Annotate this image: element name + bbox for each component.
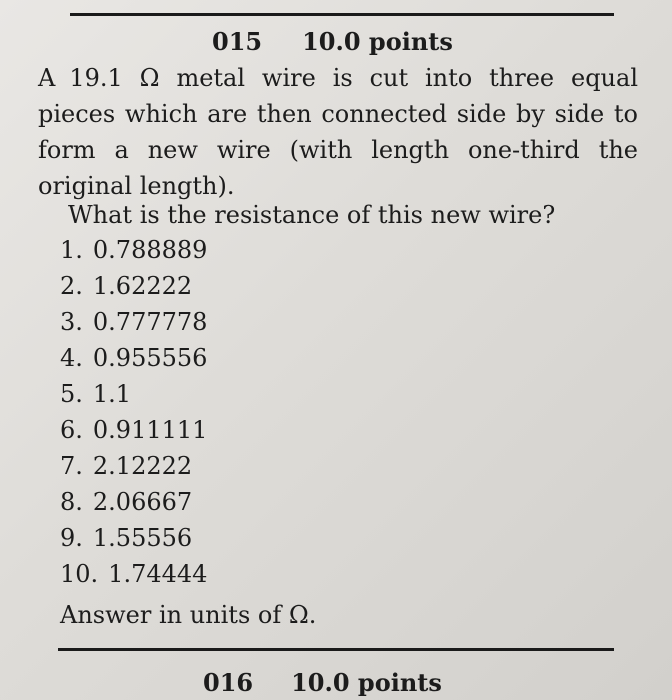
choice-value: 2.12222 (92, 452, 193, 480)
choice-value: 1.55556 (92, 524, 193, 552)
next-problem-points: 10.0 points (291, 668, 442, 697)
choice-number: 6. (60, 416, 83, 444)
problem-number: 015 (212, 27, 263, 56)
choice-number: 4. (60, 344, 83, 372)
problem-stem (38, 60, 638, 204)
choice-item[interactable] (60, 484, 207, 520)
choice-item[interactable] (60, 232, 207, 268)
next-problem-header (203, 668, 442, 697)
choice-value: 0.777778 (92, 308, 208, 336)
choice-number: 1. (60, 236, 83, 264)
choice-item[interactable] (60, 556, 207, 592)
answer-units: Answer in units of Ω. (60, 601, 317, 629)
bottom-divider (58, 648, 614, 651)
choice-number: 5. (60, 380, 83, 408)
next-problem-number: 016 (203, 668, 254, 697)
choice-number: 3. (60, 308, 83, 336)
choice-item[interactable] (60, 268, 207, 304)
choice-item[interactable] (60, 448, 207, 484)
choice-value: 1.74444 (108, 560, 208, 588)
choice-item[interactable] (60, 412, 207, 448)
choice-number: 7. (60, 452, 83, 480)
choice-item[interactable] (60, 304, 207, 340)
choice-value: 0.955556 (92, 344, 208, 372)
stem-text: 19.1 Ω metal wire is cut into three equal pieces which are then connected side by side to form a new wire (with length one-third the original length). (38, 64, 638, 200)
choice-number: 2. (60, 272, 83, 300)
stem-lead: A (38, 64, 56, 92)
choice-value: 1.1 (92, 380, 132, 408)
choice-number: 8. (60, 488, 83, 516)
problem-points: 10.0 points (302, 27, 453, 56)
choice-value: 0.788889 (92, 236, 208, 264)
choice-number: 10. (60, 560, 99, 588)
top-divider (70, 13, 614, 16)
answer-choices (60, 232, 207, 592)
choice-item[interactable] (60, 376, 207, 412)
choice-number: 9. (60, 524, 83, 552)
choice-value: 1.62222 (92, 272, 193, 300)
choice-value: 2.06667 (92, 488, 193, 516)
choice-value: 0.911111 (92, 416, 208, 444)
choice-item[interactable] (60, 340, 207, 376)
problem-header (212, 27, 453, 56)
choice-item[interactable] (60, 520, 207, 556)
question-text: What is the resistance of this new wire? (68, 201, 556, 229)
